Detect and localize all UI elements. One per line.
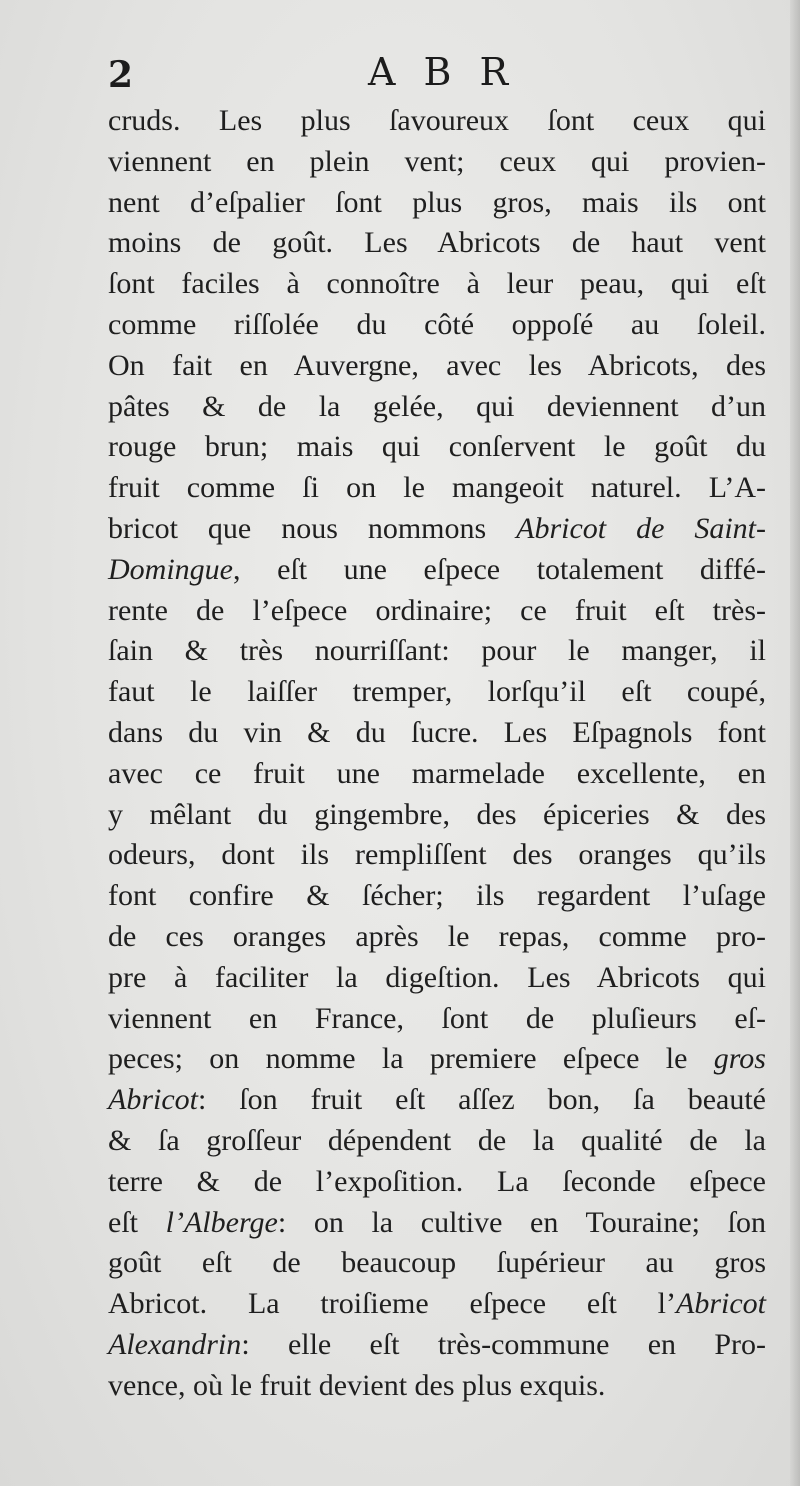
text-line xyxy=(108,835,766,876)
italic-text: Alexandrin xyxy=(108,1327,242,1361)
text-segment: fruit comme ſi on le mangeoit naturel. L’A- xyxy=(108,471,766,505)
text-line xyxy=(108,223,766,264)
text-line xyxy=(108,917,766,958)
text-line xyxy=(108,1162,766,1203)
italic-text: Abricot xyxy=(676,1287,766,1321)
text-segment: faut le laiſſer tremper, lorſqu’il eſt coupé, xyxy=(108,675,766,709)
running-head: A B R xyxy=(368,50,517,94)
text-line xyxy=(108,387,766,428)
text-segment: moins de goût. Les Abricots de haut vent xyxy=(108,226,766,260)
text-line xyxy=(108,672,766,713)
text-line xyxy=(108,1325,766,1366)
text-segment: : elle eſt très-commune en Pro- xyxy=(241,1327,766,1361)
text-segment: ſain & très nourriſſant: pour le manger, il xyxy=(108,634,766,668)
text-segment: de ces oranges après le repas, comme pro- xyxy=(108,919,766,953)
text-line xyxy=(108,183,766,224)
text-line xyxy=(108,1243,766,1284)
text-line xyxy=(108,958,766,999)
text-segment: nent d’eſpalier ſont plus gros, mais ils ont xyxy=(108,185,766,219)
text-segment: ſont faciles à connoître à leur peau, qui eſt xyxy=(108,267,766,301)
text-line xyxy=(108,591,766,632)
text-line xyxy=(108,468,766,509)
text-line xyxy=(108,631,766,672)
text-line xyxy=(108,713,766,754)
text-segment: Abricot. La troiſieme eſpece eſt l’ xyxy=(108,1287,676,1321)
text-segment: viennent en plein vent; ceux qui provien- xyxy=(108,144,766,178)
text-segment: peces; on nomme la premiere eſpece le xyxy=(108,1042,714,1076)
text-segment: dans du vin & du ſucre. Les Eſpagnols font xyxy=(108,715,766,749)
italic-text: Abricot xyxy=(108,1083,198,1117)
italic-text: Abricot de Saint- xyxy=(516,511,766,545)
text-segment: rouge brun; mais qui conſervent le goût du xyxy=(108,430,766,464)
body-text xyxy=(108,101,766,1407)
text-line xyxy=(108,1284,766,1325)
text-segment: odeurs, dont ils rempliſſent des oranges qu’ils xyxy=(108,838,766,872)
text-line xyxy=(108,305,766,346)
italic-text: l’Alberge xyxy=(165,1205,278,1239)
text-segment: terre & de l’expoſition. La ſeconde eſpece xyxy=(108,1164,766,1198)
text-line xyxy=(108,101,766,142)
italic-text: gros xyxy=(713,1042,766,1076)
text-segment: eſt xyxy=(108,1205,166,1239)
text-segment: & ſa groſſeur dépendent de la qualité de la xyxy=(108,1123,766,1157)
page-header xyxy=(108,50,768,100)
page-edge-shadow xyxy=(790,0,800,1486)
text-line xyxy=(108,876,766,917)
text-segment: font confire & ſécher; ils regardent l’uſage xyxy=(108,879,766,913)
text-segment: : on la cultive en Touraine; ſon xyxy=(277,1205,766,1239)
text-line xyxy=(108,264,766,305)
text-segment: On fait en Auvergne, avec les Abricots, des xyxy=(108,348,766,382)
page-number: 2 xyxy=(108,54,134,96)
text-line xyxy=(108,427,766,468)
text-segment: , eſt une eſpece totalement diffé- xyxy=(232,552,766,586)
text-line xyxy=(108,1366,766,1407)
text-segment: vence, où le fruit devient des plus exquis. xyxy=(108,1368,606,1402)
text-segment: rente de l’eſpece ordinaire; ce fruit eſt très- xyxy=(108,593,766,627)
text-line xyxy=(108,346,766,387)
text-line xyxy=(108,550,766,591)
text-segment: cruds. Les plus ſavoureux ſont ceux qui xyxy=(108,104,766,137)
text-line xyxy=(108,754,766,795)
text-segment: y mêlant du gingembre, des épiceries & des xyxy=(108,797,766,831)
text-segment: avec ce fruit une marmelade excellente, en xyxy=(108,756,766,790)
text-line xyxy=(108,509,766,550)
text-line xyxy=(108,1080,766,1121)
text-segment: pâtes & de la gelée, qui deviennent d’un xyxy=(108,389,766,423)
text-segment: pre à faciliter la digeſtion. Les Abricots qui xyxy=(108,960,766,994)
text-segment: comme riſſolée du côté oppoſé au ſoleil. xyxy=(108,307,766,341)
text-line xyxy=(108,1203,766,1244)
text-line xyxy=(108,142,766,183)
text-line xyxy=(108,795,766,836)
text-segment: viennent en France, ſont de pluſieurs eſ- xyxy=(108,1001,766,1035)
text-line xyxy=(108,1121,766,1162)
text-segment: : ſon fruit eſt aſſez bon, ſa beauté xyxy=(198,1083,766,1117)
text-segment: bricot que nous nommons xyxy=(108,511,517,545)
text-line xyxy=(108,999,766,1040)
text-line xyxy=(108,1039,766,1080)
italic-text: Domingue xyxy=(108,552,233,586)
text-segment: goût eſt de beaucoup ſupérieur au gros xyxy=(108,1246,766,1280)
